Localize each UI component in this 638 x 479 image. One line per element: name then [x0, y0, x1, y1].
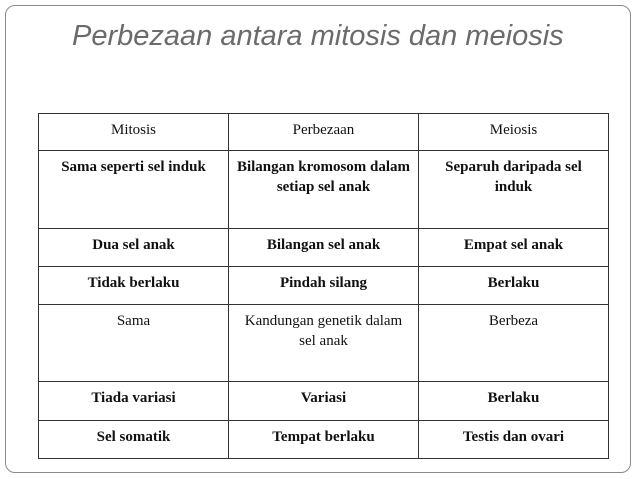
table-cell: Testis dan ovari	[419, 421, 609, 459]
header-perbezaan: Perbezaan	[229, 114, 419, 151]
table-cell: Bilangan sel anak	[229, 229, 419, 267]
table-row	[39, 267, 609, 305]
table-cell: Separuh daripada sel induk	[419, 151, 609, 229]
table-row	[39, 421, 609, 459]
table-cell: Tiada variasi	[39, 382, 229, 421]
table-cell: Variasi	[229, 382, 419, 421]
comparison-table	[38, 113, 609, 459]
table-cell: Sama	[39, 305, 229, 382]
table-cell: Pindah silang	[229, 267, 419, 305]
table-cell: Sel somatik	[39, 421, 229, 459]
table-row	[39, 305, 609, 382]
slide-title: Perbezaan antara mitosis dan meiosis	[72, 20, 564, 52]
table-cell: Sama seperti sel induk	[39, 151, 229, 229]
table-cell: Bilangan kromosom dalam setiap sel anak	[229, 151, 419, 229]
table-cell: Kandungan genetik dalam sel anak	[229, 305, 419, 382]
header-mitosis: Mitosis	[39, 114, 229, 151]
table-row	[39, 151, 609, 229]
table-cell: Berbeza	[419, 305, 609, 382]
table-cell: Tempat berlaku	[229, 421, 419, 459]
table-cell: Berlaku	[419, 382, 609, 421]
table-cell: Tidak berlaku	[39, 267, 229, 305]
table-cell: Berlaku	[419, 267, 609, 305]
table-row	[39, 382, 609, 421]
table-header-row	[39, 114, 609, 151]
table-cell: Dua sel anak	[39, 229, 229, 267]
header-meiosis: Meiosis	[419, 114, 609, 151]
table-row	[39, 229, 609, 267]
table-cell: Empat sel anak	[419, 229, 609, 267]
